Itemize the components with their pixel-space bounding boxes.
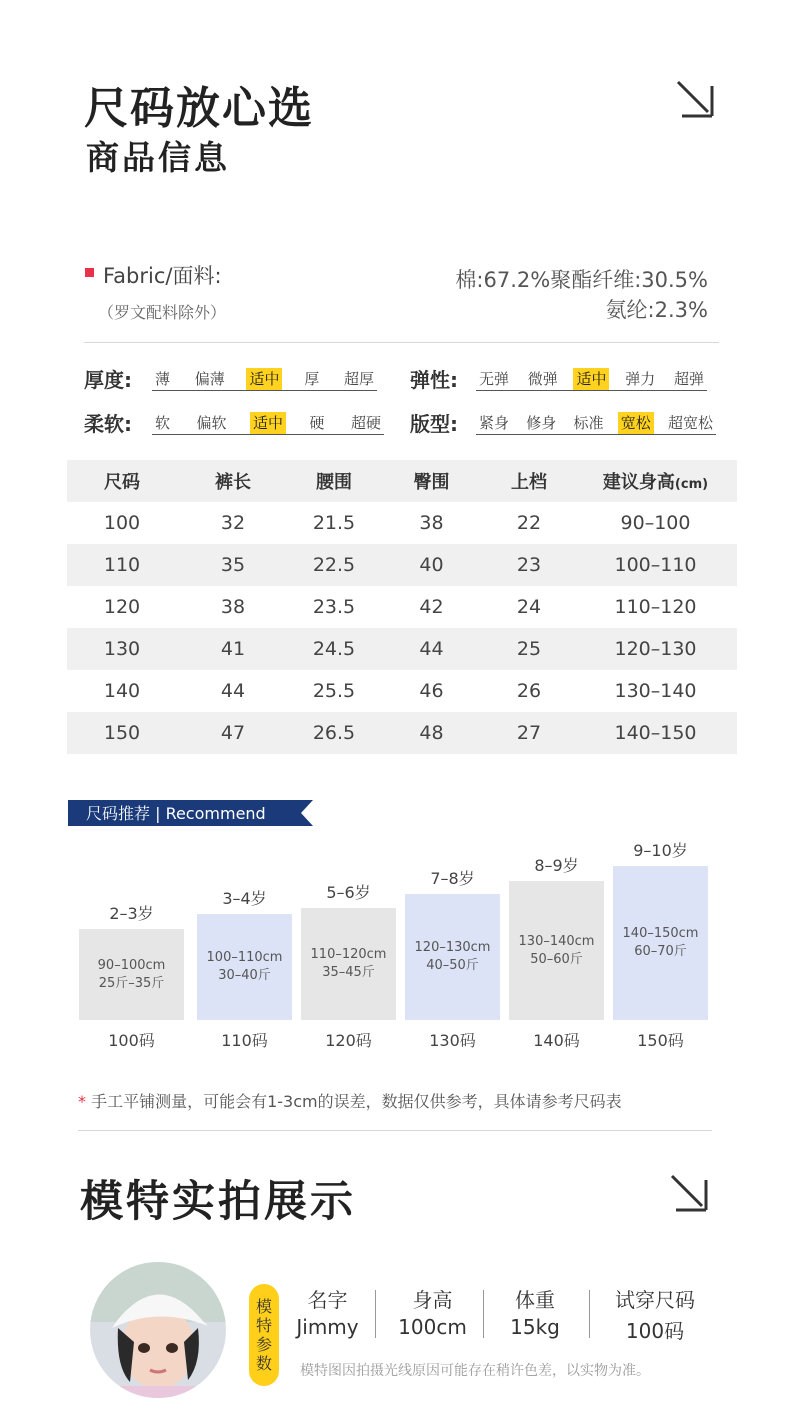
recommend-size-code: 100码 [108, 1031, 155, 1050]
recommend-banner-label: 尺码推荐 | Recommend [86, 804, 266, 823]
separator [375, 1290, 376, 1338]
attribute-option: 软 [155, 414, 171, 432]
table-cell: 130–140 [614, 680, 697, 702]
recommend-size-code: 130码 [429, 1031, 476, 1050]
attribute-options [152, 410, 384, 435]
model-field-size [600, 1284, 710, 1344]
recommend-age: 5–6岁 [326, 883, 371, 902]
tag-char: 参 [255, 1335, 272, 1354]
table-cell: 140 [103, 680, 141, 702]
table-cell: 38 [419, 512, 444, 534]
recommend-age: 3–4岁 [222, 889, 267, 908]
attribute-label: 柔软: [84, 412, 132, 436]
table-cell: 100–110 [574, 544, 737, 586]
attribute-option: 超弹 [673, 370, 704, 388]
table-row [67, 628, 737, 670]
attribute-option: 微弹 [527, 370, 558, 388]
tag-char: 数 [255, 1354, 272, 1373]
table-cell: 24 [516, 596, 542, 618]
page-subtitle: 商品信息 [86, 138, 230, 177]
model-field-value: 100cm [398, 1315, 467, 1339]
header-rise: 上档 [484, 460, 574, 502]
table-cell: 22 [516, 512, 542, 534]
model-field-name [290, 1284, 365, 1339]
bar-weight-range: 50–60斤 [530, 951, 583, 967]
table-cell: 90–100 [620, 512, 691, 534]
page-title: 尺码放心选 [84, 83, 314, 134]
recommend-age: 9–10岁 [633, 841, 688, 860]
table-cell: 41 [177, 628, 289, 670]
bar-height-range: 90–100cm [97, 957, 166, 973]
model-avatar [90, 1262, 226, 1398]
attribute-label: 版型: [410, 412, 458, 436]
table-cell: 22.5 [289, 544, 379, 586]
table-cell: 130 [67, 628, 177, 670]
model-field-weight [495, 1284, 575, 1339]
table-cell: 44 [220, 680, 246, 702]
attribute-option: 偏薄 [194, 370, 225, 388]
table-cell: 27 [484, 712, 574, 754]
bar-height-range: 140–150cm [622, 926, 699, 941]
table-cell: 35 [177, 544, 289, 586]
recommend-size-code: 120码 [325, 1031, 372, 1050]
table-cell: 110 [67, 544, 177, 586]
separator [589, 1290, 590, 1338]
divider [84, 342, 719, 343]
header-length: 裤长 [177, 460, 289, 502]
table-cell: 100 [103, 512, 141, 534]
table-cell: 26 [516, 680, 542, 702]
bar-weight-range: 60–70斤 [634, 944, 687, 959]
note-star: * [78, 1092, 86, 1111]
bar-height-range: 110–120cm [310, 947, 387, 962]
recommend-bar [79, 929, 184, 1020]
bar-weight-range: 40–50斤 [426, 958, 479, 973]
table-cell: 42 [419, 596, 444, 618]
attribute-option-selected: 宽松 [618, 412, 654, 434]
attribute-option-selected: 适中 [246, 368, 282, 390]
attribute-option: 无弹 [479, 370, 510, 388]
fabric-composition-2: 氨纶:2.3% [605, 298, 708, 322]
size-table-container [67, 460, 737, 754]
size-table [67, 460, 737, 754]
model-params-tag [249, 1284, 279, 1386]
bar-weight-range: 30–40斤 [218, 968, 271, 983]
recommend-age: 2–3岁 [109, 904, 154, 923]
attribute-label: 弹性: [410, 368, 458, 392]
table-cell: 44 [379, 628, 484, 670]
table-cell: 23 [484, 544, 574, 586]
measure-note [78, 1089, 622, 1112]
attribute-option: 超硬 [350, 414, 381, 432]
fabric-note: （罗文配料除外） [98, 303, 227, 322]
attribute-option: 硬 [309, 414, 325, 432]
model-field-value: 15kg [510, 1315, 560, 1339]
tag-char: 模 [255, 1297, 272, 1316]
attribute-option: 薄 [155, 370, 171, 388]
header-hip: 臀围 [379, 460, 484, 502]
note-text: 手工平铺测量，可能会有1-3cm的误差，数据仅供参考，具体请参考尺码表 [91, 1092, 622, 1111]
attribute-option: 厚 [304, 370, 320, 388]
table-cell: 38 [220, 596, 246, 618]
attribute-option: 超厚 [343, 370, 374, 388]
separator [483, 1290, 484, 1338]
attribute-options [476, 410, 716, 435]
model-field-key: 名字 [307, 1288, 348, 1312]
attribute-option: 偏软 [196, 414, 227, 432]
table-cell: 23.5 [312, 596, 356, 618]
table-cell: 25 [484, 628, 574, 670]
model-field-key: 试穿尺码 [615, 1288, 695, 1312]
header-size: 尺码 [67, 460, 177, 502]
recommend-size-code: 140码 [533, 1031, 580, 1050]
header-waist: 腰围 [289, 460, 379, 502]
attribute-option: 超宽松 [667, 414, 713, 432]
attribute-option-selected: 适中 [573, 368, 609, 390]
table-cell: 110–120 [614, 596, 697, 618]
model-field-value: Jimmy [296, 1315, 359, 1339]
table-row [67, 670, 737, 712]
table-cell: 32 [220, 512, 246, 534]
table-cell: 40 [379, 544, 484, 586]
table-cell: 120 [103, 596, 141, 618]
model-field-key: 体重 [515, 1288, 555, 1312]
recommend-bar [301, 908, 396, 1020]
attribute-option: 紧身 [479, 414, 510, 432]
header-height: 建议身高(cm) [574, 460, 737, 502]
fabric-bullet [85, 268, 94, 277]
recommend-bar [509, 881, 604, 1020]
table-row [67, 502, 737, 544]
recommend-size-code: 150码 [637, 1031, 684, 1050]
table-cell: 46 [419, 680, 444, 702]
bar-height-range: 130–140cm [518, 933, 595, 949]
attribute-option: 修身 [526, 414, 557, 432]
bar-weight-range: 25斤–35斤 [98, 975, 165, 991]
attribute-options [476, 366, 707, 391]
table-cell: 48 [379, 712, 484, 754]
table-cell: 47 [177, 712, 289, 754]
model-note: 模特图因拍摄光线原因可能存在稍许色差，以实物为准。 [300, 1363, 650, 1379]
fabric-composition-1: 棉:67.2%聚酯纤维:30.5% [455, 268, 708, 292]
recommend-age: 8–9岁 [534, 856, 579, 875]
table-row [67, 712, 737, 754]
bar-weight-range: 35–45斤 [322, 965, 375, 980]
arrow-down-right-icon [668, 1172, 712, 1216]
attribute-label: 厚度: [84, 368, 132, 392]
tag-char: 特 [255, 1316, 272, 1335]
table-cell: 26.5 [289, 712, 379, 754]
bar-height-range: 100–110cm [206, 950, 283, 965]
divider [78, 1130, 712, 1131]
recommend-bar [405, 894, 500, 1020]
table-cell: 120–130 [574, 628, 737, 670]
table-row [67, 544, 737, 586]
model-section-title: 模特实拍展示 [80, 1177, 356, 1227]
fabric-label: Fabric/面料: [103, 264, 222, 288]
attribute-options [152, 366, 377, 391]
attribute-option: 标准 [573, 414, 604, 432]
recommend-size-code: 110码 [221, 1031, 268, 1050]
model-field-key: 身高 [412, 1288, 453, 1312]
table-cell: 21.5 [312, 512, 356, 534]
size-table-header [67, 460, 737, 502]
attribute-option: 弹力 [625, 370, 656, 388]
table-cell: 24.5 [289, 628, 379, 670]
model-field-value: 100码 [625, 1319, 685, 1343]
table-cell: 140–150 [574, 712, 737, 754]
recommend-bar [613, 866, 708, 1020]
arrow-down-right-icon [674, 78, 718, 122]
attribute-option-selected: 适中 [250, 412, 286, 434]
table-cell: 150 [67, 712, 177, 754]
table-row [67, 586, 737, 628]
recommend-bar [197, 914, 292, 1020]
recommend-chart [0, 830, 790, 1060]
table-cell: 25.5 [312, 680, 356, 702]
bar-height-range: 120–130cm [414, 940, 491, 955]
recommend-age: 7–8岁 [430, 869, 475, 888]
model-field-height [390, 1284, 475, 1339]
